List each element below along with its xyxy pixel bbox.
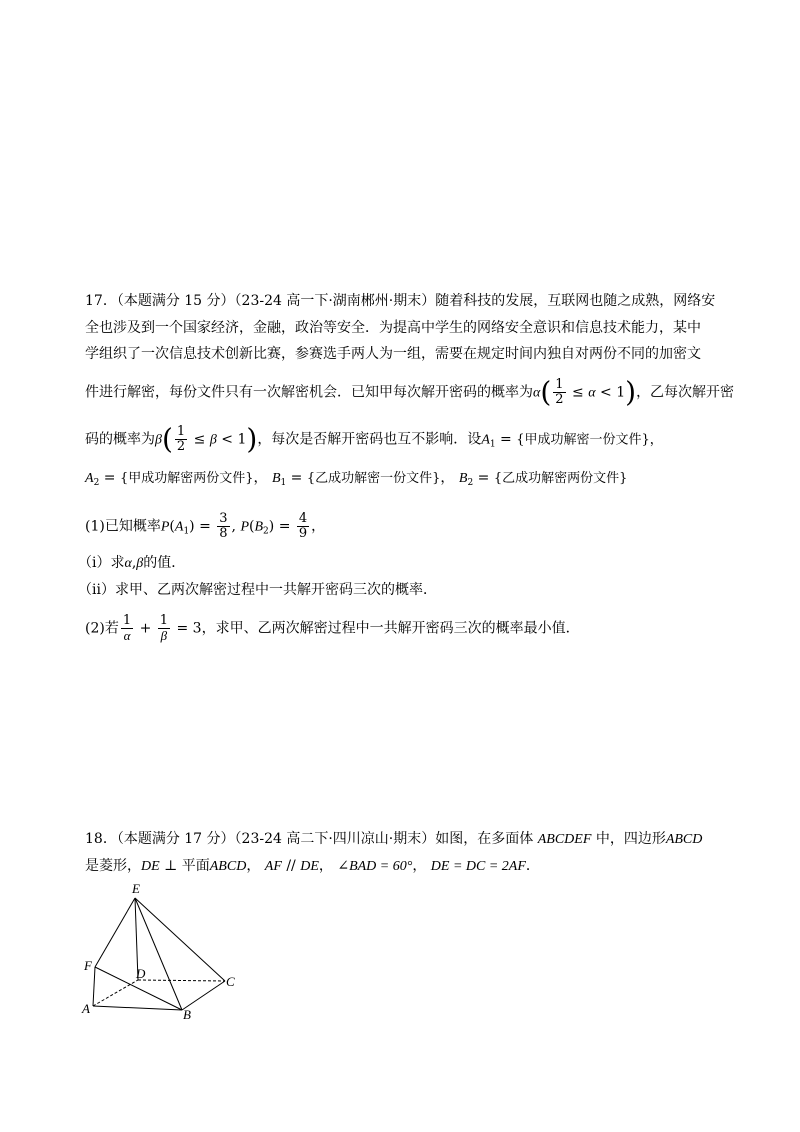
label-F: F <box>84 958 92 973</box>
set-A1: {甲成功解密一份文件}， <box>516 432 663 448</box>
p17-line2: 全也涉及到一个国家经济，金融，政治等安全．为提高中学生的网络安全意识和信息技术能力，某中 <box>85 320 701 336</box>
p17-part1-i: （i）求α,β的值． <box>78 555 186 571</box>
p17-part1-ii: （ii）求甲、乙两次解密过程中一共解开密码三次的概率． <box>78 582 437 598</box>
label-A: A <box>82 1001 90 1016</box>
p17-line4-pre: 件进行解密，每份文件只有一次解密机会．已知甲每次解开密码的概率为 <box>85 384 533 401</box>
edge-EC <box>135 898 225 981</box>
set-B1: {乙成功解密一份文件} <box>306 471 441 486</box>
label-C: C <box>226 974 235 989</box>
p17-source: （23-24 高一下·湖南郴州·期末） <box>234 293 436 309</box>
edge-AD <box>93 980 138 1006</box>
alpha-symbol: α <box>533 385 541 401</box>
edge-AB <box>93 1006 182 1010</box>
p17-line6: $A_2$ = {甲成功解密两份文件}， $B_1$ = {乙成功解密一份文件}， $B_2$ = {乙成功解密两份文件} <box>85 470 628 488</box>
p17-line5: 码的概率为β( $\frac{1}{2}$ ≤ β < 1)，每次是否解开密码也互不影响．设$A_1$ = {甲成功解密一份文件}， <box>85 422 663 456</box>
label-E: E <box>132 881 140 896</box>
set-B2: {乙成功解密两份文件} <box>493 471 628 486</box>
label-D: D <box>136 966 146 981</box>
label-B: B <box>183 1007 191 1020</box>
beta-symbol: β <box>155 432 162 448</box>
p17-part1: (1)已知概率$P(A_1)$ = $\frac{3}{8}$ , $P(B_2)$ = $\frac{4}{9}$ ， <box>85 511 326 541</box>
p17-text: 随着科技的发展，互联网也随之成熟，网络安 <box>435 293 716 309</box>
p17-line1 <box>85 291 740 311</box>
p17-line4-post: ，乙每次解开密 <box>636 384 735 401</box>
frac-4-9: $\frac{4}{9}$ <box>298 511 308 541</box>
edge-BC <box>182 981 225 1010</box>
p17-line3: 学组织了一次信息技术创新比赛，参赛选手两人为一组，需要在规定时间内独自对两份不同的加密文 <box>85 346 701 362</box>
edge-DC <box>138 980 225 981</box>
p17-line4: 件进行解密，每份文件只有一次解密机会．已知甲每次解开密码的概率为α( $\frac{1}{2}$ ≤ α < 1)，乙每次解开密 <box>85 375 735 409</box>
edge-EF <box>95 898 135 967</box>
frac-3-8: $\frac{3}{8}$ <box>219 511 228 541</box>
p17-part2: (2)若 $\frac{1}{\alpha}$ + $\frac{1}{\beta}$ = 3，求甲、乙两次解密过程中一共解开密码三次的概率最小值． <box>85 613 580 643</box>
polyhedron-figure <box>80 880 260 1020</box>
p18-line2: 是菱形，DE ⊥ 平面ABCD， AF // DE， ∠BAD = 60°， DE = DC = 2AF． <box>85 858 540 874</box>
edge-EB <box>135 898 182 1010</box>
edge-FA <box>93 967 95 1006</box>
frac-half: $\frac{1}{2}$ <box>555 377 564 407</box>
set-A2: {甲成功解密两份文件} <box>119 471 254 486</box>
p18-line1: 18．（本题满分 17 分）（23-24 高二下·四川凉山·期末）如图，在多面体 ABCDEF 中，四边形ABCD <box>85 831 703 847</box>
p17-number: 17． <box>85 293 117 309</box>
p17-tag: （本题满分 15 分） <box>116 293 235 309</box>
